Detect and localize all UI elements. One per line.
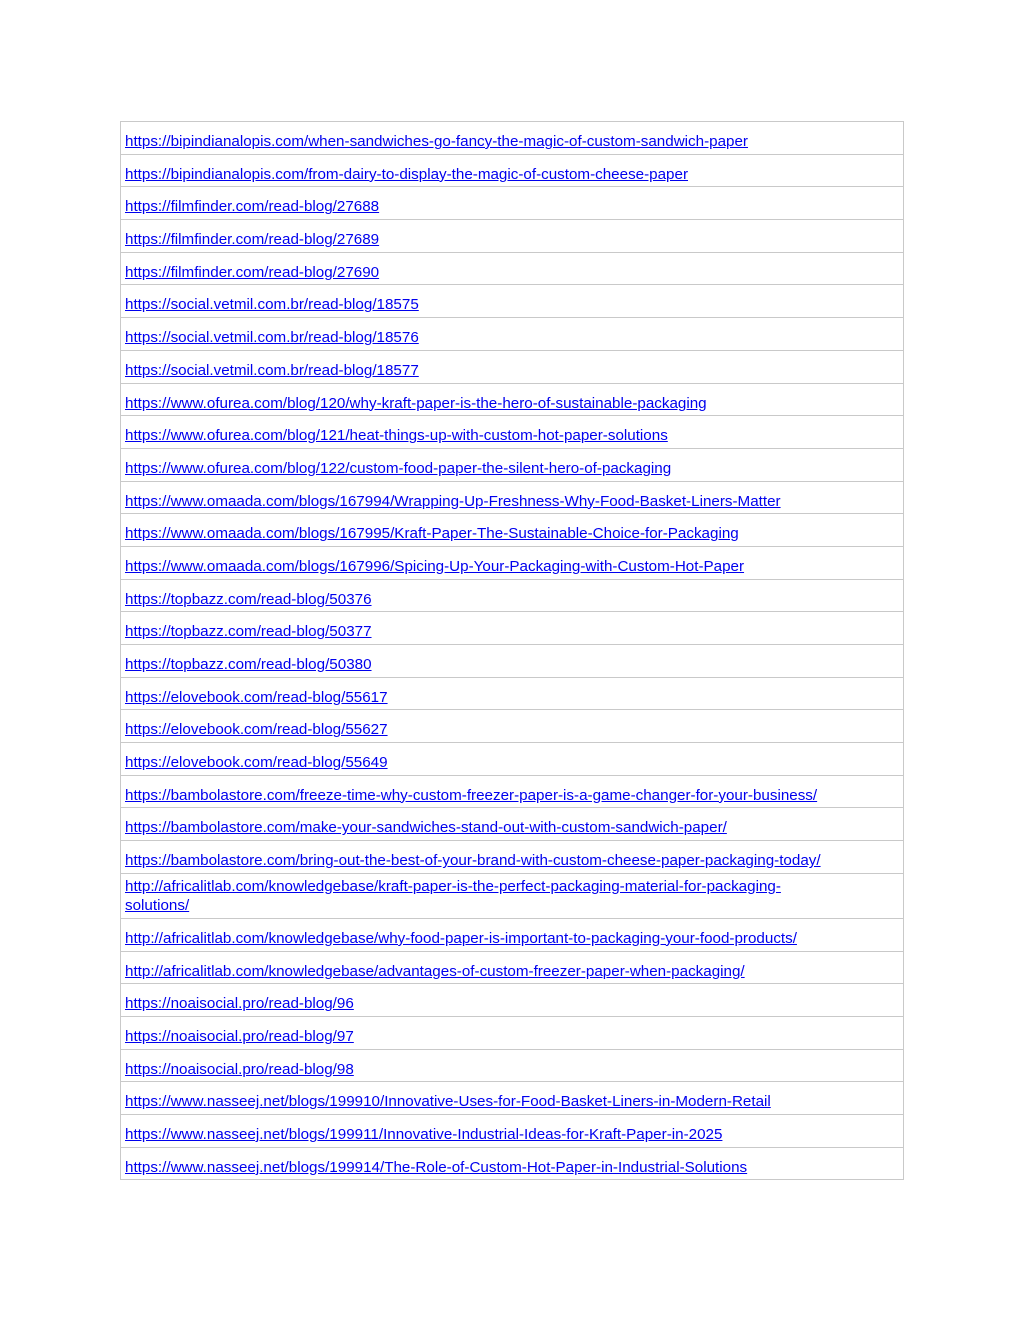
table-row — [121, 416, 903, 449]
table-row — [121, 514, 903, 547]
table-row — [121, 1050, 903, 1083]
table-row — [121, 743, 903, 776]
link[interactable]: https://bipindianalopis.com/from-dairy-to-display-the-magic-of-custom-cheese-paper — [125, 165, 689, 183]
table-row — [121, 1148, 903, 1181]
table-row — [121, 919, 903, 952]
link[interactable]: https://www.omaada.com/blogs/167995/Kraft-Paper-The-Sustainable-Choice-for-Packaging — [125, 525, 739, 543]
link[interactable]: https://bipindianalopis.com/when-sandwiches-go-fancy-the-magic-of-custom-sandwich-paper — [125, 133, 748, 150]
link[interactable]: https://noaisocial.pro/read-blog/98 — [125, 1060, 354, 1078]
table-row — [121, 874, 903, 919]
table-row — [121, 841, 903, 874]
table-row — [121, 678, 903, 711]
link[interactable]: https://social.vetmil.com.br/read-blog/18577 — [125, 361, 419, 379]
link[interactable]: https://topbazz.com/read-blog/50377 — [125, 623, 372, 641]
table-row — [121, 482, 903, 515]
link[interactable]: https://www.nasseej.net/blogs/199914/The-Role-of-Custom-Hot-Paper-in-Industrial-Solutions — [125, 1158, 748, 1176]
table-row — [121, 285, 903, 318]
link[interactable]: http://africalitlab.com/knowledgebase/why-food-paper-is-important-to-packaging-your-food-products/ — [125, 929, 797, 947]
table-row — [121, 547, 903, 580]
link[interactable]: https://filmfinder.com/read-blog/27688 — [125, 198, 380, 216]
link[interactable]: http://africalitlab.com/knowledgebase/advantages-of-custom-freezer-paper-when-packaging/ — [125, 962, 745, 980]
link[interactable]: https://bambolastore.com/bring-out-the-best-of-your-brand-with-custom-cheese-paper-packaging-today/ — [125, 852, 821, 870]
table-row — [121, 187, 903, 220]
link[interactable]: https://filmfinder.com/read-blog/27689 — [125, 231, 380, 249]
table-row — [121, 318, 903, 351]
table-row — [121, 580, 903, 613]
link[interactable]: https://www.nasseej.net/blogs/199911/Innovative-Industrial-Ideas-for-Kraft-Paper-in-2025 — [125, 1125, 723, 1143]
table-row — [121, 808, 903, 841]
link-table — [120, 121, 904, 1180]
link[interactable]: https://elovebook.com/read-blog/55627 — [125, 721, 388, 739]
link-wrapped[interactable] — [125, 877, 899, 915]
table-row — [121, 612, 903, 645]
table-row — [121, 952, 903, 985]
link[interactable]: https://social.vetmil.com.br/read-blog/18576 — [125, 329, 419, 347]
table-row — [121, 645, 903, 678]
link[interactable]: https://topbazz.com/read-blog/50380 — [125, 656, 372, 673]
link[interactable]: https://elovebook.com/read-blog/55649 — [125, 754, 388, 772]
link[interactable]: https://elovebook.com/read-blog/55617 — [125, 688, 388, 706]
link-line-1: http://africalitlab.com/knowledgebase/kraft-paper-is-the-perfect-packaging-material-for-packaging- — [125, 877, 781, 895]
link-line-2: solutions/ — [125, 896, 190, 914]
table-row — [121, 776, 903, 809]
table-row — [121, 449, 903, 482]
link[interactable]: https://www.ofurea.com/blog/122/custom-food-paper-the-silent-hero-of-packaging — [125, 459, 672, 477]
table-row — [121, 220, 903, 253]
table-row — [121, 984, 903, 1017]
table-row — [121, 1115, 903, 1148]
table-row — [121, 122, 903, 155]
table-row — [121, 155, 903, 188]
table-row — [121, 384, 903, 417]
link[interactable]: https://social.vetmil.com.br/read-blog/18575 — [125, 296, 419, 314]
table-row — [121, 253, 903, 286]
link[interactable]: https://www.omaada.com/blogs/167994/Wrapping-Up-Freshness-Why-Food-Basket-Liners-Matter — [125, 492, 781, 510]
link[interactable]: https://bambolastore.com/make-your-sandwiches-stand-out-with-custom-sandwich-paper/ — [125, 819, 727, 837]
link[interactable]: https://noaisocial.pro/read-blog/97 — [125, 1027, 354, 1045]
link[interactable]: https://filmfinder.com/read-blog/27690 — [125, 263, 380, 281]
link[interactable]: https://www.ofurea.com/blog/121/heat-things-up-with-custom-hot-paper-solutions — [125, 427, 668, 445]
link[interactable]: https://www.nasseej.net/blogs/199910/Innovative-Uses-for-Food-Basket-Liners-in-Modern-Retail — [125, 1093, 771, 1111]
link[interactable]: https://www.ofurea.com/blog/120/why-kraft-paper-is-the-hero-of-sustainable-packaging — [125, 394, 707, 412]
link[interactable]: https://noaisocial.pro/read-blog/96 — [125, 995, 354, 1013]
link[interactable]: https://www.omaada.com/blogs/167996/Spicing-Up-Your-Packaging-with-Custom-Hot-Paper — [125, 557, 745, 575]
table-row — [121, 710, 903, 743]
table-row — [121, 351, 903, 384]
table-row — [121, 1017, 903, 1050]
link[interactable]: https://bambolastore.com/freeze-time-why-custom-freezer-paper-is-a-game-changer-for-your-business/ — [125, 786, 818, 804]
link[interactable]: https://topbazz.com/read-blog/50376 — [125, 590, 372, 608]
table-row — [121, 1082, 903, 1115]
